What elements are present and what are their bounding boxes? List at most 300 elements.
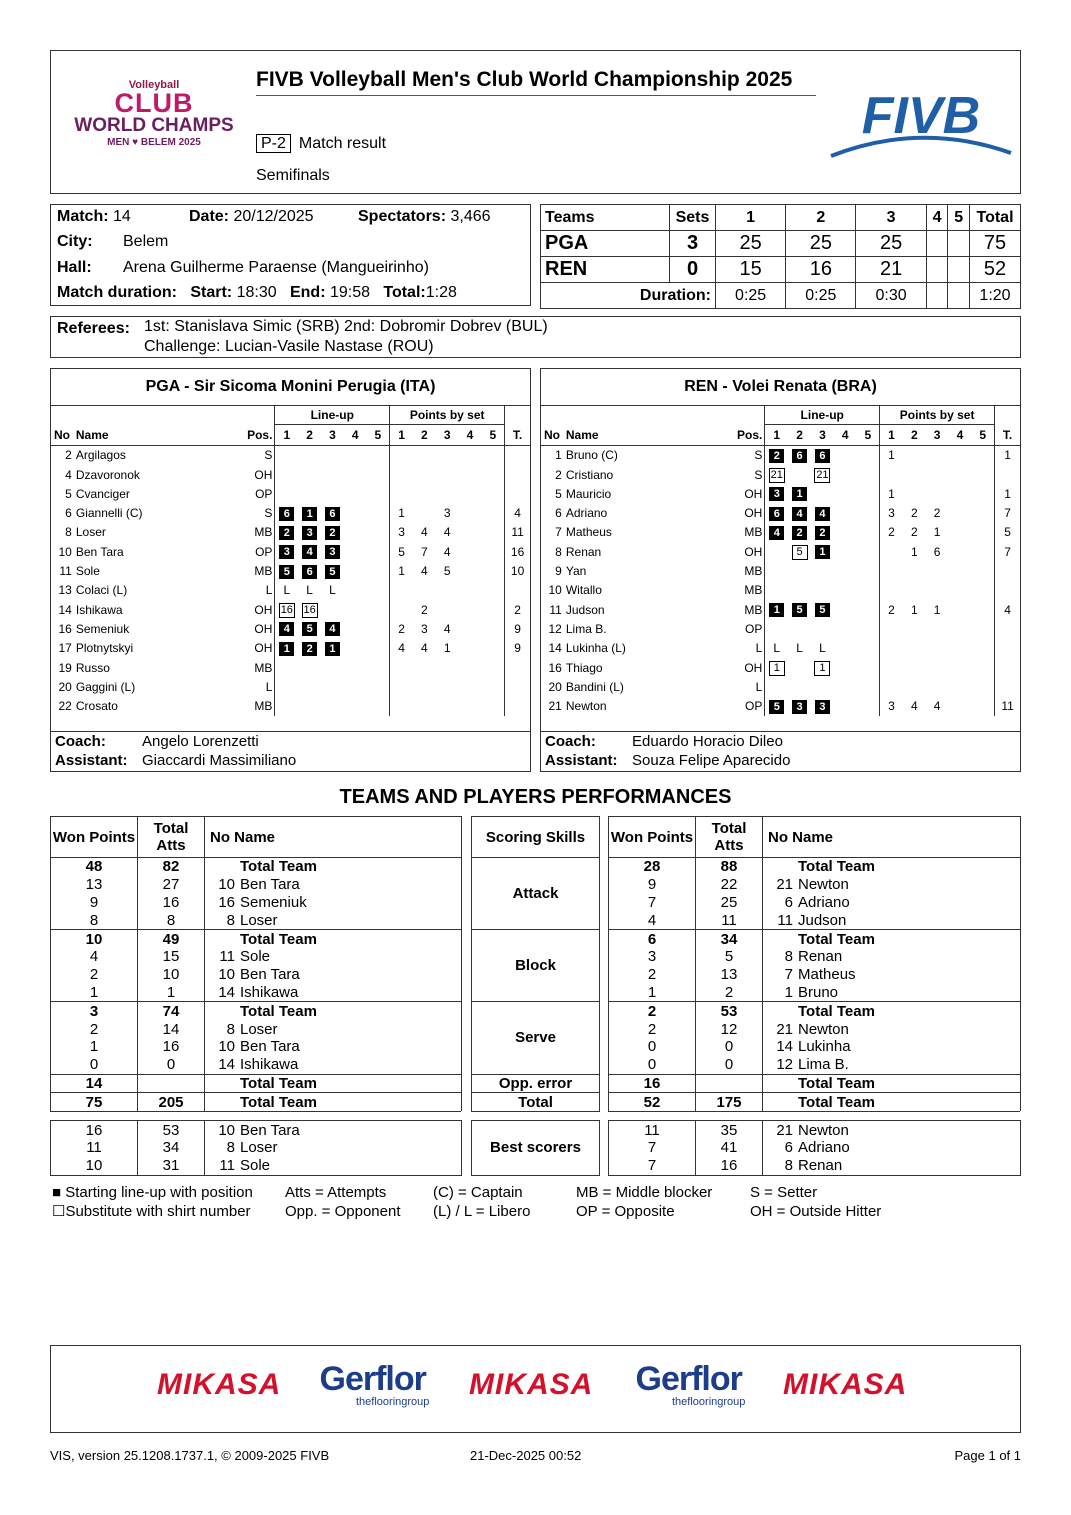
starting-position-box: 5: [815, 603, 830, 617]
starting-position-box: 5: [325, 565, 340, 579]
total-points: 9: [505, 639, 530, 658]
player-number: 20: [548, 679, 562, 694]
libero-mark: L: [796, 641, 803, 656]
total-points: [505, 484, 530, 503]
player-number: 22: [58, 699, 72, 714]
mikasa-logo: MIKASA: [469, 1368, 594, 1401]
player-row: [51, 600, 530, 619]
set-points: 1: [910, 544, 918, 559]
set-points: [390, 658, 413, 677]
player-position: MB: [744, 525, 763, 540]
set-points: 2: [910, 525, 918, 540]
starting-position-box: 2: [792, 526, 807, 540]
player-position: L: [265, 583, 273, 598]
substitute-box: 16: [280, 603, 293, 616]
player-number: 7: [555, 525, 562, 540]
player-row: [541, 523, 1020, 542]
total-skill: Total: [472, 1093, 600, 1112]
player-stat-row: 2 13 7 Matheus: [609, 966, 1021, 984]
starting-position-box: 3: [815, 700, 830, 714]
set-points: [880, 561, 903, 580]
set-points: 5: [390, 542, 413, 561]
total-points: [995, 677, 1020, 696]
starting-position-box: 4: [325, 622, 340, 636]
set-points: 1: [390, 561, 413, 580]
mikasa-logo: MIKASA: [783, 1368, 908, 1401]
player-row: [51, 484, 530, 503]
player-name: Adriano: [565, 506, 608, 521]
total-points: 1: [995, 445, 1020, 465]
starting-position-box: 3: [769, 487, 784, 501]
duration-row: Duration: 0:25 0:25 0:30 1:20: [541, 283, 1021, 309]
set-points: 1: [910, 602, 918, 617]
player-row: [51, 696, 530, 715]
starting-position-box: 6: [279, 507, 294, 521]
player-number: 4: [65, 467, 72, 482]
team-total-row: 2 53 Total Team: [609, 1002, 1021, 1020]
starting-position-box: 1: [302, 507, 317, 521]
player-name: Colaci (L): [75, 583, 128, 598]
match-info: Match: 14 Date: 20/12/2025 Spectators: 3,466 City: Belem Hall: Arena Guilherme Paraense (Mangueirinho) Match duration: Start: 18:30 End: 19:58 Total:1:28: [50, 204, 531, 306]
starting-position-box: 1: [792, 487, 807, 501]
starting-position-box: 1: [279, 642, 294, 656]
player-name: Ben Tara: [75, 544, 124, 559]
set-points: 2: [933, 506, 941, 521]
set-points: [413, 677, 436, 696]
total-points: [505, 677, 530, 696]
player-row: [541, 445, 1020, 465]
total-points: [995, 465, 1020, 484]
set-points: 1: [880, 445, 903, 465]
player-position: MB: [744, 602, 763, 617]
set-points: [926, 639, 949, 658]
player-position: OH: [254, 602, 273, 617]
set-points: [390, 581, 413, 600]
player-row: [541, 542, 1020, 561]
starting-position-box: 2: [325, 526, 340, 540]
total-points: 2: [505, 600, 530, 619]
player-stat-row: 2 14 8 Loser: [51, 1020, 462, 1038]
player-stat-row: 7 25 6 Adriano: [609, 894, 1021, 912]
player-position: OP: [744, 699, 763, 714]
player-stat-row: 2 10 10 Ben Tara: [51, 966, 462, 984]
starting-position-box: 4: [769, 526, 784, 540]
set-points: 3: [880, 696, 903, 715]
set-points: 3: [880, 503, 903, 522]
player-number: 8: [555, 544, 562, 559]
block-skill: Block: [472, 930, 600, 1002]
player-position: L: [755, 641, 763, 656]
substitute-box: 1: [769, 661, 785, 676]
player-name: Sole: [75, 564, 100, 579]
team-total-row: 16 Total Team: [609, 1074, 1021, 1093]
set-points: 1: [880, 484, 903, 503]
substitute-box: 1: [814, 661, 830, 676]
attack-skill: Attack: [472, 858, 600, 930]
starting-position-box: 1: [325, 642, 340, 656]
starting-position-box: 6: [815, 449, 830, 463]
player-stat-row: 7 41 6 Adriano: [609, 1139, 1021, 1157]
player-number: 13: [58, 583, 72, 598]
set-points: 4: [390, 639, 413, 658]
player-number: 12: [548, 621, 562, 636]
player-stat-row: 9 16 16 Semeniuk: [51, 894, 462, 912]
player-position: S: [264, 506, 273, 521]
match-number: 14: [113, 208, 131, 225]
player-number: 6: [65, 506, 72, 521]
serve-skill: Serve: [472, 1002, 600, 1074]
total-points: 16: [505, 542, 530, 561]
player-row: [541, 619, 1020, 638]
player-number: 8: [65, 525, 72, 540]
player-row: [51, 658, 530, 677]
set-points: [926, 677, 949, 696]
set-points: 4: [910, 699, 918, 714]
player-stat-row: 1 16 10 Ben Tara: [51, 1038, 462, 1056]
set-points: [903, 581, 926, 600]
set-points: [436, 445, 459, 465]
set-points: 4: [443, 544, 451, 559]
substitute-box: 5: [792, 545, 808, 560]
set-points: [413, 581, 436, 600]
starting-position-box: 4: [302, 545, 317, 559]
player-position: MB: [744, 564, 763, 579]
player-stat-row: 11 35 21 Newton: [609, 1121, 1021, 1139]
scoring-skills: [471, 816, 600, 1176]
total-points: 7: [995, 503, 1020, 522]
set-points: 2: [910, 506, 918, 521]
total-points: [995, 561, 1020, 580]
score-row-pga: PGA 3 25 25 25 75: [541, 231, 1021, 257]
set-points: [926, 619, 949, 638]
starting-position-box: 1: [815, 545, 830, 559]
player-name: Witallo: [565, 583, 602, 598]
no-name-header: No Name: [210, 828, 276, 846]
set-points: [390, 696, 413, 715]
starting-position-box: 5: [279, 565, 294, 579]
player-number: 5: [555, 486, 562, 501]
player-row: [51, 581, 530, 600]
player-position: MB: [744, 583, 763, 598]
set-points: [436, 465, 459, 484]
player-number: 6: [555, 506, 562, 521]
total-atts-header: Total Atts: [696, 817, 763, 858]
player-stat-row: 0 0 14 Ishikawa: [51, 1056, 462, 1074]
set-points: [903, 619, 926, 638]
player-name: Semeniuk: [75, 621, 130, 636]
player-row: [541, 600, 1020, 619]
total-points: [505, 581, 530, 600]
player-position: MB: [254, 699, 273, 714]
set-points: [436, 696, 459, 715]
set-points: [903, 658, 926, 677]
set-points: [880, 677, 903, 696]
team-a-name: PGA - Sir Sicoma Monini Perugia (ITA): [51, 369, 530, 406]
svg-text:FIVB: FIVB: [861, 87, 981, 145]
total-points: 7: [995, 542, 1020, 561]
team-total-row: 14 Total Team: [51, 1074, 462, 1093]
set-points: [436, 600, 459, 619]
lineup-header: Line-up: [275, 405, 390, 425]
set-points: [436, 677, 459, 696]
player-stat-row: 1 2 1 Bruno: [609, 984, 1021, 1002]
player-position: OH: [744, 506, 763, 521]
set-points: 3: [421, 621, 428, 636]
set-points: 4: [933, 699, 941, 714]
player-number: 14: [548, 641, 562, 656]
score-row-ren: REN 0 15 16 21 52: [541, 257, 1021, 283]
starting-position-box: 2: [302, 642, 317, 656]
team-total-row: 6 34 Total Team: [609, 930, 1021, 948]
set-points: [903, 639, 926, 658]
spectators: 3,466: [450, 208, 491, 225]
total-points: 11: [995, 696, 1020, 715]
set-points: [903, 445, 926, 465]
starting-position-box: 3: [302, 526, 317, 540]
total-points: [505, 696, 530, 715]
total-points: 4: [505, 503, 530, 522]
starting-position-box: 3: [792, 700, 807, 714]
match-duration: Match duration: Start: 18:30 End: 19:58 Total:1:28: [57, 284, 457, 301]
set-points: [903, 465, 926, 484]
player-number: 19: [58, 660, 72, 675]
referees: Referees: 1st: Stanislava Simic (SRB) 2nd: Dobromir Dobrev (BUL) Challenge: Lucian-Vasile Nastase (ROU): [50, 316, 1021, 358]
player-row: [541, 581, 1020, 600]
starting-position-box: 1: [769, 603, 784, 617]
player-name: Russo: [75, 660, 110, 675]
set-points: 4: [421, 564, 428, 579]
total-points: 4: [995, 600, 1020, 619]
player-stat-row: 4 11 11 Judson: [609, 911, 1021, 929]
points-by-set-header: Points by set: [390, 405, 505, 425]
player-position: OP: [744, 621, 763, 636]
hall: Arena Guilherme Paraense (Mangueirinho): [123, 259, 429, 276]
set-points: [926, 484, 949, 503]
player-position: OH: [744, 660, 763, 675]
total-points: [995, 658, 1020, 677]
player-name: Loser: [75, 525, 106, 540]
player-row: [541, 639, 1020, 658]
set-points: 6: [933, 544, 941, 559]
player-name: Gaggini (L): [75, 679, 136, 694]
set-points: [926, 465, 949, 484]
set-points: 2: [390, 619, 413, 638]
player-stat-row: 11 34 8 Loser: [51, 1139, 462, 1157]
player-number: 11: [549, 602, 562, 617]
total-points: 11: [505, 523, 530, 542]
player-stat-row: 10 31 11 Sole: [51, 1157, 462, 1175]
player-row: [51, 639, 530, 658]
set-points: [880, 542, 903, 561]
libero-mark: L: [819, 641, 826, 656]
player-row: [541, 484, 1020, 503]
referees-line2: Challenge: Lucian-Vasile Nastase (ROU): [144, 338, 434, 355]
player-row: [51, 503, 530, 522]
player-number: 5: [65, 486, 72, 501]
set-points: [413, 465, 436, 484]
player-position: OH: [254, 641, 273, 656]
player-number: 11: [59, 564, 72, 579]
starting-position-box: 2: [279, 526, 294, 540]
performance-title: TEAMS AND PLAYERS PERFORMANCES: [339, 786, 732, 808]
player-row: [51, 619, 530, 638]
player-number: 2: [555, 467, 562, 482]
libero-mark: L: [329, 583, 336, 598]
player-name: Mauricio: [565, 486, 612, 501]
player-stat-row: 1 1 14 Ishikawa: [51, 984, 462, 1002]
set-points: [880, 581, 903, 600]
player-name: Matheus: [565, 525, 612, 540]
player-row: [51, 561, 530, 580]
set-points: [390, 677, 413, 696]
stage-label: Semifinals: [256, 167, 330, 184]
footer-timestamp: 21-Dec-2025 00:52: [470, 1448, 582, 1463]
total-points: 5: [995, 523, 1020, 542]
substitute-box: 21: [770, 468, 783, 481]
starting-position-box: 3: [325, 545, 340, 559]
team-a-coach: Coach: Angelo Lorenzetti Assistant: Giaccardi Massimiliano: [51, 731, 530, 770]
team-b-lineup: REN - Volei Renata (BRA) Line-up Points by set No Name Pos. 1 2 3 4 5 1 2 3 4 5 T. 1 Bruno (C) S 2 6 6 1 1 2 Cristiano S 21 21 5 Mauricio OH 3 1 1 1 6 Adriano OH 6 4 4 3 2 2 7 7 Matheus MB 4 2 2 2 2 1 5 8 Renan OH 5 1 1 6 7 9 Yan MB 10 Witallo MB 11 Judson MB 1 5 5 2 1 1 4 12 Lima B. OP 14 Lukinha (L) L L L L 16 Thiago OH 1 1 20 Bandini (L) L 21 Newton OP 5 3 3 3 4 4 11 Coach: Eduardo Horacio Dileo Assistant: Souza Felipe Aparecido: [540, 368, 1021, 772]
player-stat-row: 9 22 21 Newton: [609, 876, 1021, 894]
starting-position-box: 5: [769, 700, 784, 714]
set-points: 2: [880, 600, 903, 619]
set-points: [413, 445, 436, 465]
player-row: [541, 658, 1020, 677]
player-row: [541, 561, 1020, 580]
city: Belem: [123, 233, 169, 250]
set-points: [413, 503, 436, 522]
player-row: [51, 542, 530, 561]
set-points: [436, 581, 459, 600]
mikasa-logo: MIKASA: [157, 1368, 282, 1401]
player-stat-row: 16 53 10 Ben Tara: [51, 1121, 462, 1139]
set-points: [903, 677, 926, 696]
player-position: OP: [255, 544, 273, 559]
player-position: OP: [255, 486, 273, 501]
player-number: 21: [548, 699, 562, 714]
starting-position-box: 3: [279, 545, 294, 559]
player-name: Cristiano: [565, 467, 614, 482]
total-points: [505, 465, 530, 484]
set-points: [880, 619, 903, 638]
player-number: 16: [58, 621, 72, 636]
total-points: 10: [505, 561, 530, 580]
set-points: [413, 658, 436, 677]
best-scorers-skill: Best scorers: [472, 1121, 600, 1175]
set-points: [390, 600, 413, 619]
fivb-logo: [826, 81, 1016, 161]
won-points-header: Won Points: [609, 817, 696, 858]
set-points: [926, 581, 949, 600]
doc-name: Match result: [298, 135, 387, 152]
starting-position-box: 4: [815, 507, 830, 521]
total-points: [995, 639, 1020, 658]
set-points: [926, 658, 949, 677]
player-row: [51, 677, 530, 696]
player-row: [51, 445, 530, 465]
libero-mark: L: [773, 641, 781, 656]
team-total-row: 3 74 Total Team: [51, 1002, 462, 1020]
player-number: 1: [555, 448, 562, 463]
substitute-box: 21: [816, 468, 829, 481]
player-name: Cvanciger: [75, 486, 130, 501]
team-total-row: 48 82 Total Team: [51, 858, 462, 876]
player-number: 10: [58, 544, 72, 559]
player-stat-row: 4 15 11 Sole: [51, 948, 462, 966]
starting-position-box: 6: [792, 449, 807, 463]
set-points: [880, 639, 903, 658]
player-position: MB: [254, 525, 273, 540]
set-points: [903, 484, 926, 503]
won-points-header: Won Points: [51, 817, 138, 858]
player-position: L: [755, 679, 763, 694]
starting-position-box: 6: [325, 507, 340, 521]
player-name: Thiago: [565, 660, 603, 675]
player-number: 20: [58, 679, 72, 694]
set-points: 1: [443, 641, 451, 656]
player-name: Renan: [565, 544, 602, 559]
libero-mark: L: [306, 583, 313, 598]
total-atts-header: Total Atts: [138, 817, 205, 858]
footer-version: VIS, version 25.1208.1737.1, © 2009-2025 FIVB: [50, 1448, 330, 1463]
starting-position-box: 5: [302, 622, 317, 636]
player-position: L: [265, 679, 273, 694]
player-row: [541, 677, 1020, 696]
player-name: Yan: [565, 564, 587, 579]
player-number: 2: [65, 448, 72, 463]
set-points: 1: [933, 602, 941, 617]
team-total-row: 52 175 Total Team: [609, 1093, 1021, 1112]
team-b-name: REN - Volei Renata (BRA): [541, 369, 1020, 406]
player-name: Newton: [565, 699, 607, 714]
libero-mark: L: [283, 583, 291, 598]
footer-page: Page 1 of 1: [954, 1448, 1021, 1463]
player-name: Argilagos: [75, 448, 126, 463]
set-points: [390, 484, 413, 503]
player-number: 9: [555, 564, 562, 579]
set-points: 4: [443, 525, 451, 540]
gerflor-logo: Gerflor theflooringroup: [319, 1360, 430, 1408]
opp-error-skill: Opp. error: [472, 1074, 600, 1093]
player-name: Dzavoronok: [75, 467, 140, 482]
starting-position-box: 4: [279, 622, 294, 636]
player-number: 17: [58, 641, 72, 656]
substitute-box: 16: [303, 603, 316, 616]
gerflor-logo: Gerflor theflooringroup: [635, 1360, 746, 1408]
set-points: [436, 484, 459, 503]
doc-code: P-2: [256, 134, 291, 153]
player-row: [51, 523, 530, 542]
report-title: FIVB Volleyball Men's Club World Championship 2025: [256, 67, 816, 96]
team-b-coach: Coach: Eduardo Horacio Dileo Assistant: Souza Felipe Aparecido: [541, 731, 1020, 770]
referees-line1: 1st: Stanislava Simic (SRB) 2nd: Dobromir Dobrev (BUL): [144, 318, 548, 335]
report-header: [50, 50, 1021, 194]
performance-right: [608, 816, 1021, 1176]
set-points: [413, 696, 436, 715]
player-name: Crosato: [75, 699, 118, 714]
player-position: MB: [254, 564, 273, 579]
player-number: 14: [58, 602, 72, 617]
team-total-row: 75 205 Total Team: [51, 1093, 462, 1112]
set-points: [880, 465, 903, 484]
player-name: Judson: [565, 602, 605, 617]
player-row: [51, 465, 530, 484]
club-world-champs-logo: Volleyball CLUB WORLD CHAMPS MEN ♥ BELEM 2025: [74, 79, 234, 148]
player-stat-row: 0 0 14 Lukinha: [609, 1038, 1021, 1056]
total-points: 1: [995, 484, 1020, 503]
starting-position-box: 6: [769, 507, 784, 521]
set-points: 4: [421, 525, 428, 540]
